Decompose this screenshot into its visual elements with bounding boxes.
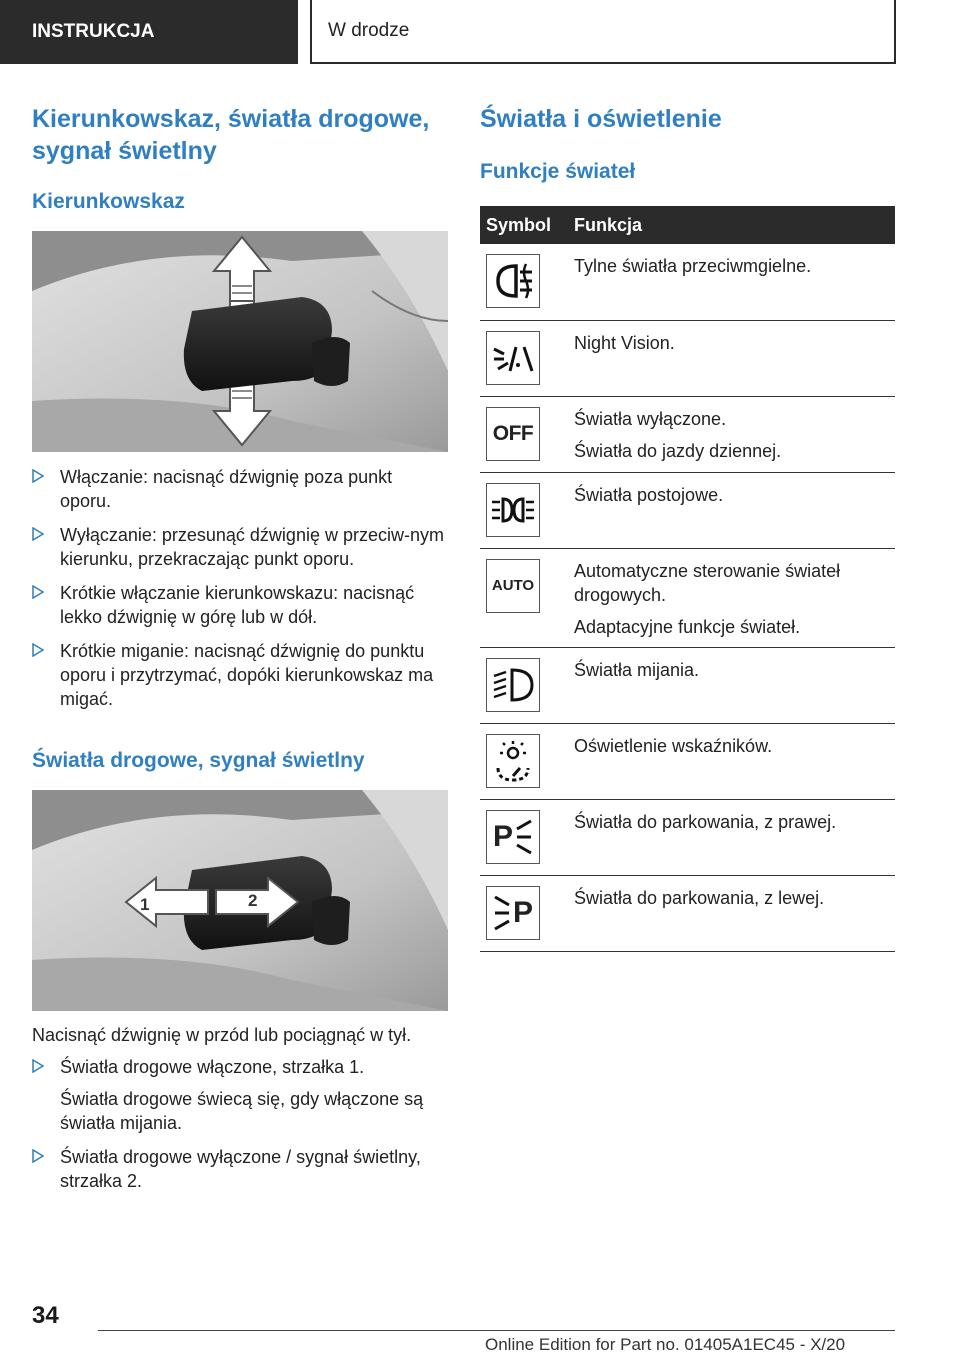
list-item — [32, 523, 448, 571]
list-item-text: Wyłączanie: przesunąć dźwignię w przeciw-nym kierunku, przekraczając punkt oporu. — [60, 525, 444, 569]
function-text: Oświetlenie wskaźników. — [574, 735, 773, 756]
triangle-bullet-icon — [32, 1059, 44, 1073]
list-item — [32, 1145, 448, 1193]
table-row — [480, 723, 895, 799]
list-item — [32, 465, 448, 513]
page-number: 34 — [32, 1302, 59, 1329]
table-row — [480, 472, 895, 548]
function-text: Światła do parkowania, z lewej. — [574, 887, 825, 908]
turn-signal-list — [32, 465, 448, 721]
function-text: Adaptacyjne funkcje świateł. — [574, 616, 801, 637]
triangle-bullet-icon — [32, 527, 44, 541]
footer-edition: Online Edition for Part no. 01405A1EC45 - X/20 — [485, 1335, 846, 1354]
col-function-header: Funkcja — [568, 206, 895, 244]
auto-icon-text: AUTO — [491, 576, 535, 594]
header-chapter-label: W drodze — [328, 20, 410, 41]
triangle-bullet-icon — [32, 1149, 44, 1163]
section-title-lights: Światła i oświetlenie — [480, 105, 722, 133]
section-title-turn-signal: Kierunkowskaz, światła drogowe, sygnał świetlny — [32, 105, 430, 165]
parking-p-text: P — [492, 819, 513, 853]
col-symbol-header: Symbol — [480, 206, 568, 244]
function-text: Światła postojowe. — [574, 484, 724, 505]
function-text: Night Vision. — [574, 332, 675, 353]
parking-light-right-icon — [486, 810, 540, 864]
list-item — [32, 1055, 448, 1135]
function-text: Automatyczne sterowanie świateł drogowych. — [574, 560, 841, 605]
table-row — [480, 647, 895, 723]
function-text: Światła do jazdy dziennej. — [574, 440, 782, 461]
triangle-bullet-icon — [32, 585, 44, 599]
table-row — [480, 875, 895, 951]
heading-turn-signal: Kierunkowskaz — [32, 190, 185, 213]
table-row — [480, 548, 895, 647]
function-text: Światła wyłączone. — [574, 408, 727, 429]
list-item-text: Włączanie: nacisnąć dźwignię poza punkt oporu. — [60, 467, 393, 511]
function-text: Światła do parkowania, z prawej. — [574, 811, 837, 832]
low-beam-icon — [486, 658, 540, 712]
list-item-text: Krótkie miganie: nacisnąć dźwignię do punktu oporu i przytrzymać, dopóki kierunkowskaz ma migać. — [60, 641, 434, 709]
function-text: Światła mijania. — [574, 659, 700, 680]
list-item — [32, 581, 448, 629]
parking-lights-icon — [486, 483, 540, 537]
list-item-text: Krótkie włączanie kierunkowskazu: nacisnąć lekko dźwignię w górę lub w dół. — [60, 583, 415, 627]
header-section-tab — [0, 0, 298, 64]
parking-light-left-icon — [486, 886, 540, 940]
function-text: Tylne światła przeciwmgielne. — [574, 256, 812, 276]
arrow-1-label: 1 — [140, 895, 150, 914]
light-functions-table — [480, 206, 895, 952]
triangle-bullet-icon — [32, 643, 44, 657]
heading-high-beam: Światła drogowe, sygnał świetlny — [32, 749, 365, 772]
high-beam-intro: Nacisnąć dźwignię w przód lub pociągnąć w tył. — [32, 1025, 412, 1045]
off-icon-text: OFF — [492, 421, 534, 445]
list-item-note: Światła drogowe świecą się, gdy włączone są światła mijania. — [60, 1089, 424, 1133]
heading-light-functions: Funkcje świateł — [480, 160, 636, 183]
rear-fog-light-icon — [486, 254, 540, 308]
arrow-2-label: 2 — [248, 891, 258, 910]
high-beam-list — [32, 1055, 448, 1203]
night-vision-icon — [486, 331, 540, 385]
parking-p-text: P — [512, 895, 533, 929]
table-row — [480, 244, 895, 320]
off-icon — [486, 407, 540, 461]
list-item-text: Światła drogowe włączone, strzałka 1. — [60, 1057, 365, 1077]
table-row — [480, 799, 895, 875]
triangle-bullet-icon — [32, 469, 44, 483]
table-row — [480, 396, 895, 472]
turn-signal-lever-photo — [32, 231, 448, 452]
list-item — [32, 639, 448, 711]
header-chapter — [310, 0, 896, 64]
auto-icon — [486, 559, 540, 613]
header-section-label: INSTRUKCJA — [32, 21, 155, 42]
high-beam-lever-photo — [32, 790, 448, 1011]
table-header-row — [480, 206, 895, 244]
list-item-text: Światła drogowe wyłączone / sygnał świetlny, strzałka 2. — [60, 1147, 421, 1191]
table-row — [480, 320, 895, 396]
instrument-lighting-icon — [486, 734, 540, 788]
footer-divider — [98, 1330, 895, 1331]
